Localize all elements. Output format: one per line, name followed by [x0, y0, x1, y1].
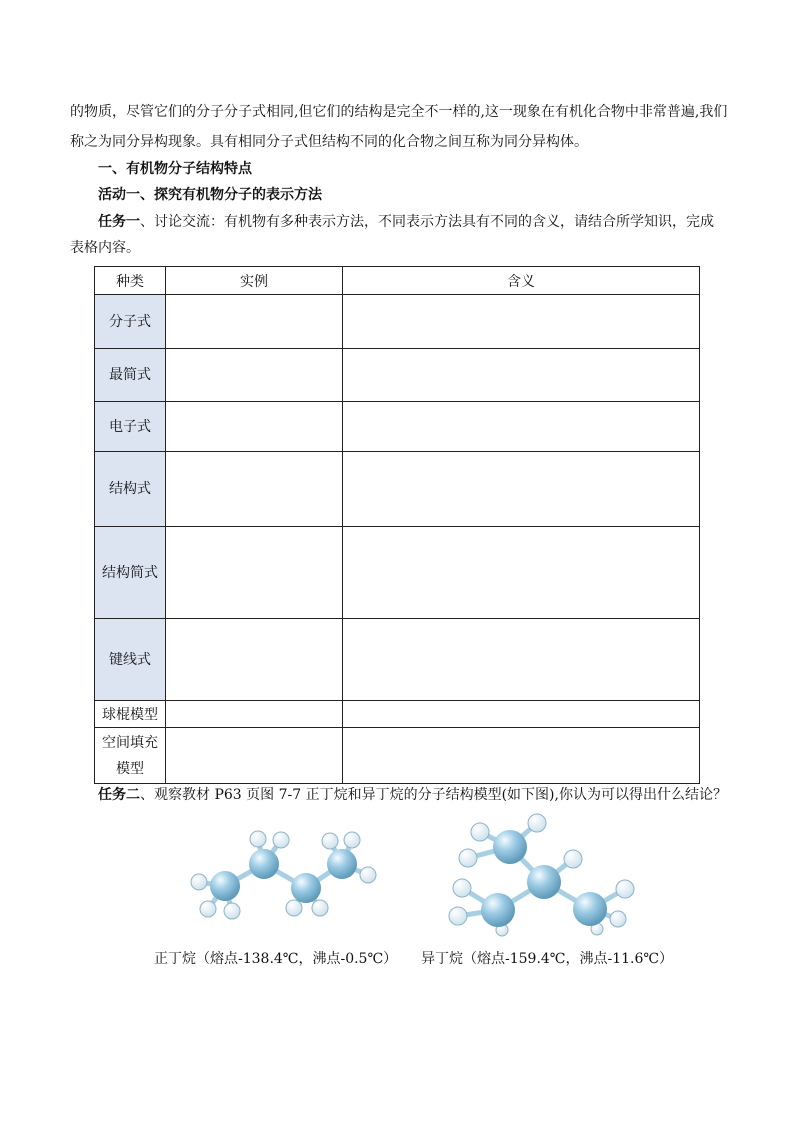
kind-line-1: 空间填充 — [102, 734, 158, 751]
task2-line — [98, 785, 727, 805]
task1-line-2: 表格内容。 — [70, 240, 140, 256]
meaning-cell[interactable] — [343, 728, 700, 784]
table-row — [95, 402, 700, 452]
isobutane-model — [440, 812, 650, 937]
kind-cell: 球棍模型 — [95, 701, 166, 728]
example-cell[interactable] — [166, 728, 343, 784]
meaning-cell[interactable] — [343, 402, 700, 452]
table-row — [95, 452, 700, 527]
n-butane-model — [180, 825, 390, 925]
table-header-row — [95, 267, 700, 295]
table-row — [95, 527, 700, 619]
task2-text: 、观察教材 P63 页图 7-7 正丁烷和异丁烷的分子结构模型(如下图),你认为可以得出什么结论？ — [140, 787, 727, 803]
table-row — [95, 295, 700, 349]
task1-text: 、讨论交流：有机物有多种表示方法，不同表示方法具有不同的含义，请结合所学知识，完成 — [140, 214, 714, 230]
meaning-cell[interactable] — [343, 701, 700, 728]
example-cell[interactable] — [166, 701, 343, 728]
header-meaning: 含义 — [343, 267, 700, 295]
meaning-cell[interactable] — [343, 619, 700, 701]
representation-table — [94, 266, 700, 784]
intro-line-2: 称之为同分异构现象。具有相同分子式但结构不同的化合物之间互称为同分异构体。 — [70, 134, 588, 150]
section-heading: 一、有机物分子结构特点 — [98, 161, 252, 177]
task1-label: 任务一 — [98, 214, 140, 230]
example-cell[interactable] — [166, 402, 343, 452]
kind-cell: 结构式 — [95, 452, 166, 527]
kind-cell: 分子式 — [95, 295, 166, 349]
meaning-cell[interactable] — [343, 452, 700, 527]
example-cell[interactable] — [166, 619, 343, 701]
meaning-cell[interactable] — [343, 527, 700, 619]
kind-cell: 结构简式 — [95, 527, 166, 619]
task1-line-1 — [98, 212, 714, 232]
kind-cell: 最简式 — [95, 349, 166, 402]
table-row — [95, 349, 700, 402]
example-cell[interactable] — [166, 349, 343, 402]
kind-cell: 电子式 — [95, 402, 166, 452]
example-cell[interactable] — [166, 527, 343, 619]
kind-cell: 键线式 — [95, 619, 166, 701]
isobutane-caption: 异丁烷（熔点-159.4℃，沸点-11.6℃） — [421, 951, 674, 967]
activity-heading: 活动一、探究有机物分子的表示方法 — [98, 187, 322, 203]
task2-label: 任务二 — [98, 787, 140, 803]
kind-line-2: 模型 — [116, 760, 144, 777]
meaning-cell[interactable] — [343, 295, 700, 349]
example-cell[interactable] — [166, 452, 343, 527]
carbon-atoms — [481, 830, 607, 927]
example-cell[interactable] — [166, 295, 343, 349]
table-row — [95, 701, 700, 728]
table-row — [95, 728, 700, 784]
intro-line-1: 的物质，尽管它们的分子分子式相同,但它们的结构是完全不一样的,这一现象在有机化合物中非常普遍,我们 — [70, 104, 728, 120]
kind-cell — [95, 728, 166, 784]
header-example: 实例 — [166, 267, 343, 295]
meaning-cell[interactable] — [343, 349, 700, 402]
header-kind: 种类 — [95, 267, 166, 295]
n-butane-caption: 正丁烷（熔点-138.4℃，沸点-0.5℃） — [154, 951, 398, 967]
table-row — [95, 619, 700, 701]
